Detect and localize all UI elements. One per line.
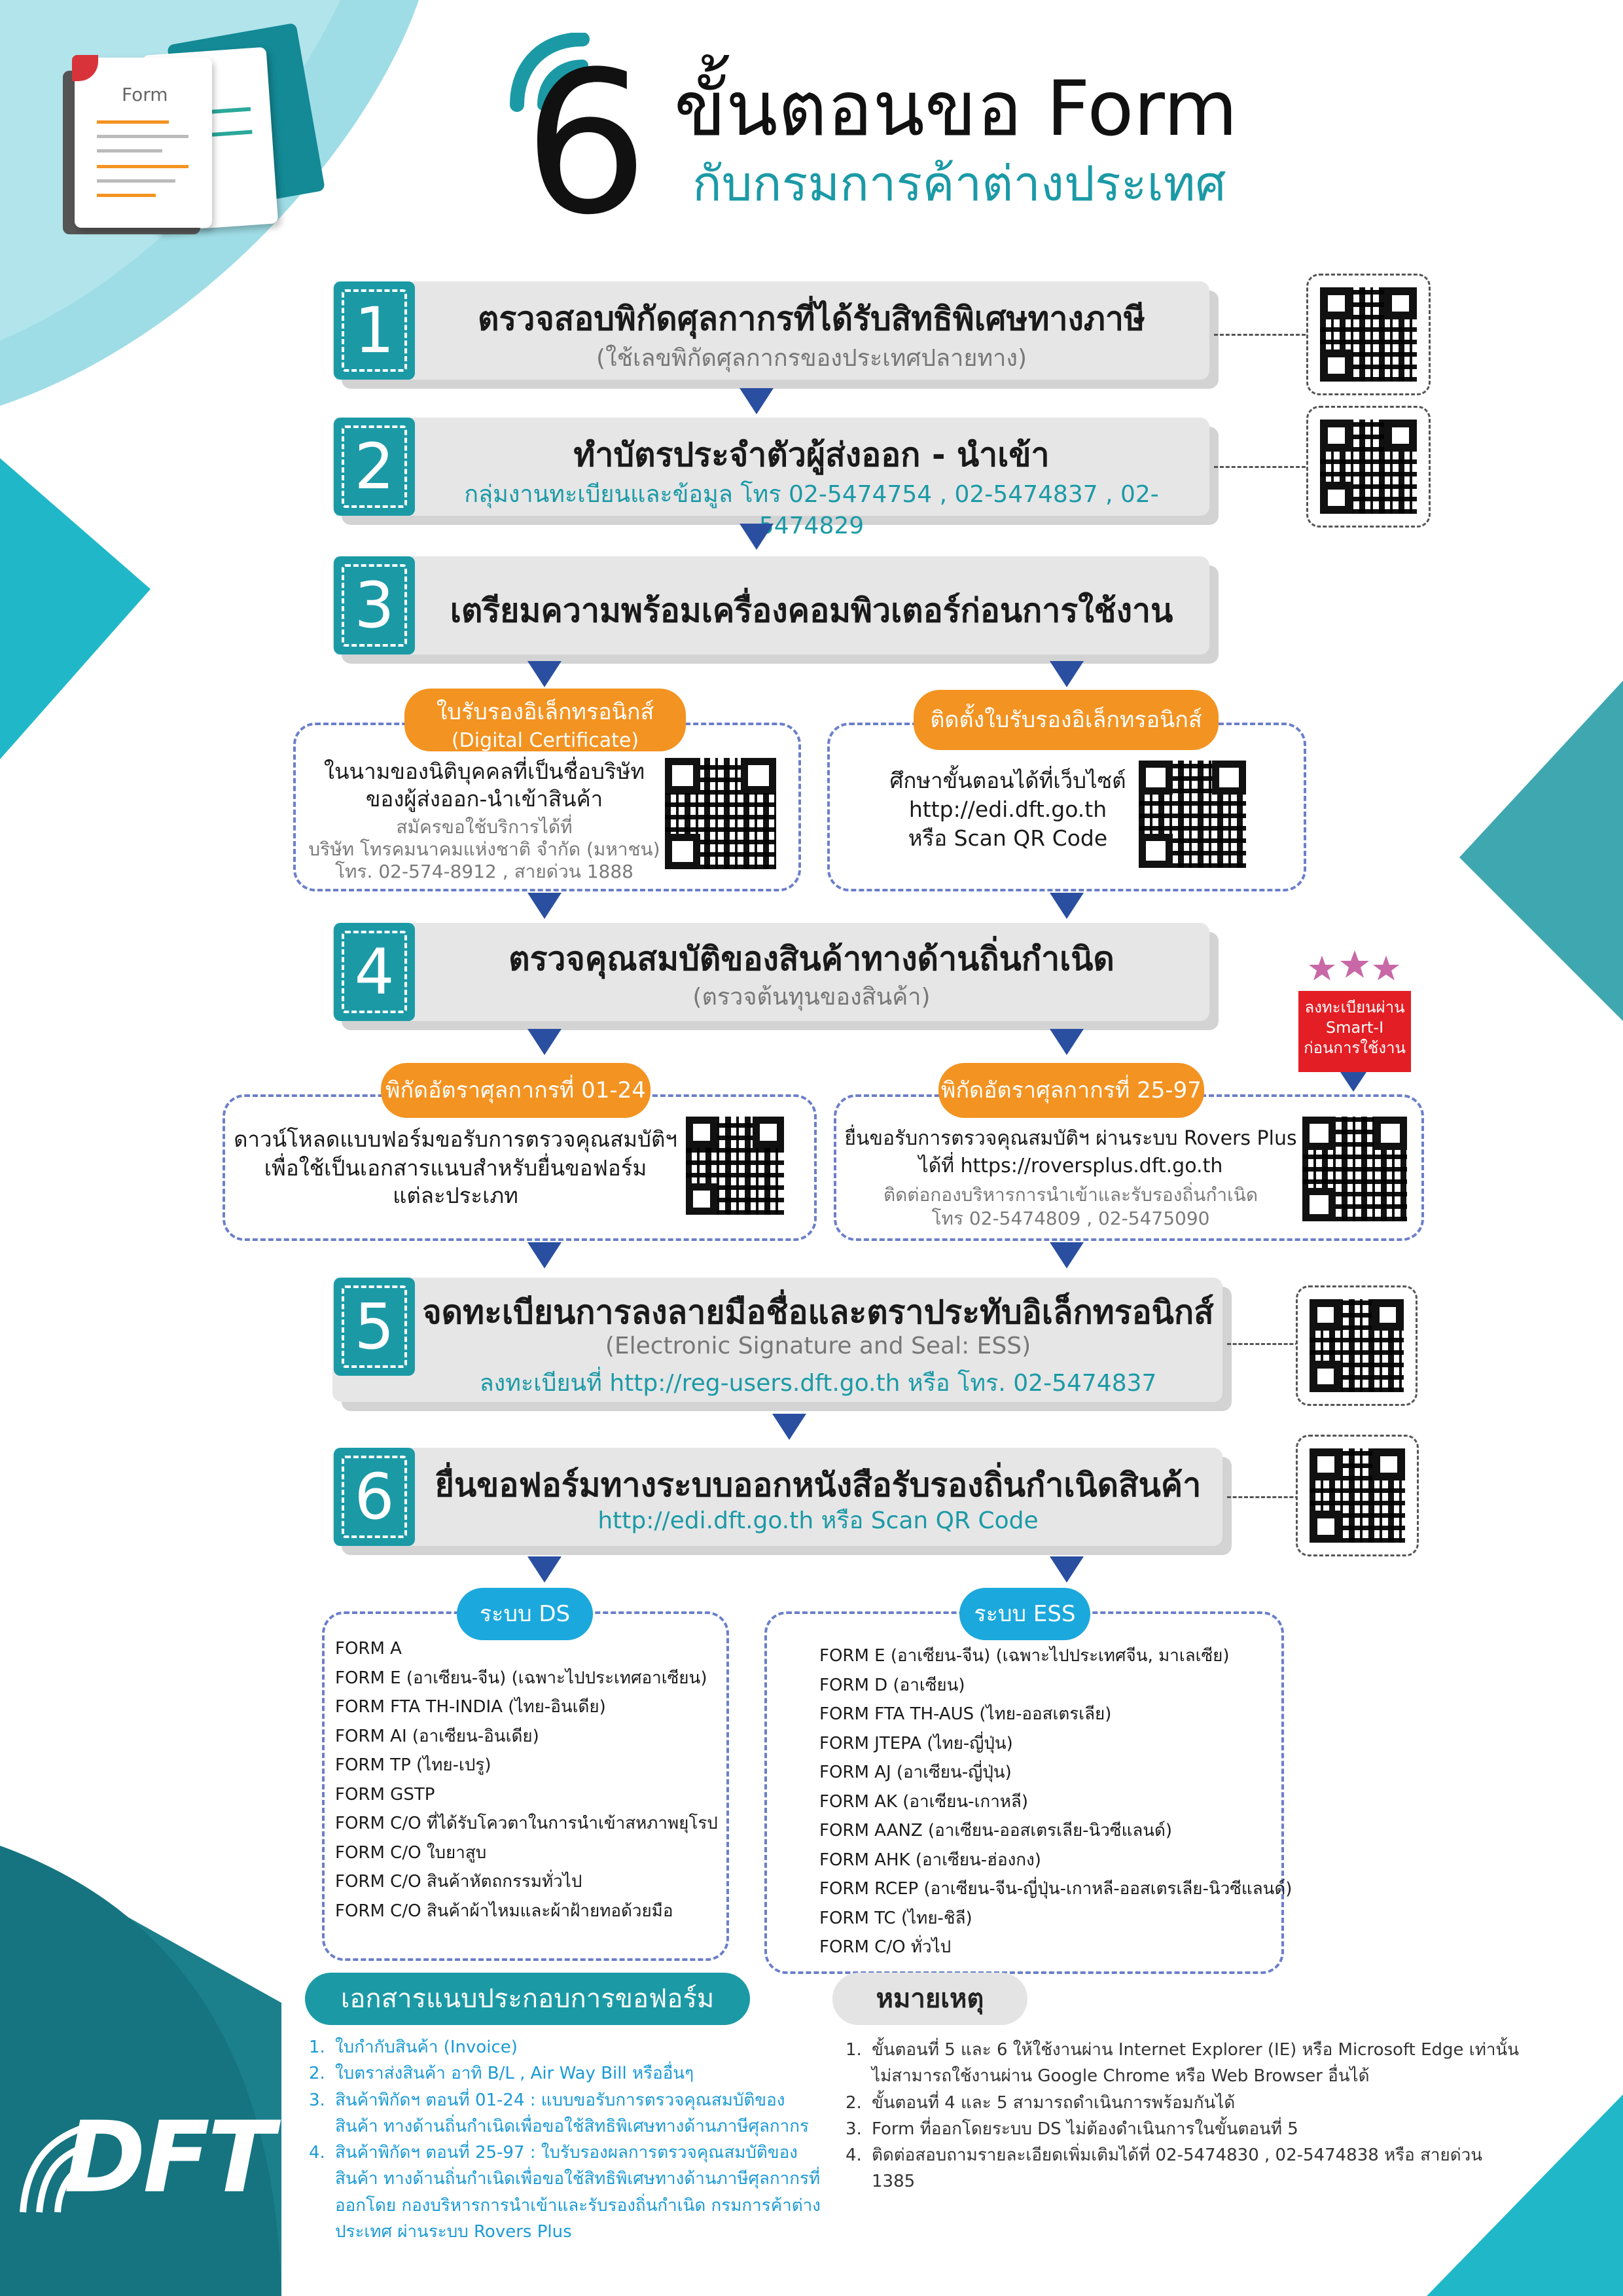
digital-certificate-qr-code[interactable] — [665, 758, 776, 869]
step-5-registration-link[interactable]: ลงทะเบียนที่ http://reg-users.dft.go.th หรือ โทร. 02-5474837 — [479, 1370, 1157, 1397]
list-item: FORM C/O สินค้าหัตถกรรมทั่วไป — [335, 1872, 582, 1892]
step-2-contact: กลุ่มงานทะเบียนและข้อมูล โทร 02-5474754 , 02-5474837 , 02-5474829 — [464, 481, 1159, 539]
step-5-subtitle: (Electronic Signature and Seal: ESS) — [605, 1333, 1031, 1359]
list-item: FORM AK (อาเซียน-เกาหลี) — [819, 1791, 1029, 1812]
step-4-title: ตรวจคุณสมบัติของสินค้าทางด้านถิ่นกำเนิด — [508, 940, 1115, 978]
install-certificate-pill: ติดตั้งใบรับรองอิเล็กทรอนิกส์ — [914, 690, 1219, 750]
tariff-01-24-pill: พิกัดอัตราศุลกากรที่ 01-24 — [381, 1063, 651, 1118]
list-item: FORM C/O ทั่วไป — [819, 1937, 952, 1957]
header-number: 6 — [524, 29, 649, 258]
step-2-title: ทำบัตรประจำตัวผู้ส่งออก - นำเข้า — [573, 436, 1050, 474]
digital-certificate-pill: ใบรับรองอิเล็กทรอนิกส์ (Digital Certificate) — [404, 689, 686, 751]
list-item: FORM AJ (อาเซียน-ญี่ปุ่น) — [819, 1763, 1012, 1782]
list-item: FORM AANZ (อาเซียน-ออสเตรเลีย-นิวซีแลนด์) — [819, 1821, 1173, 1840]
step-1-number: 1 — [334, 281, 415, 380]
step-1-title: ตรวจสอบพิกัดศุลกากรที่ได้รับสิทธิพิเศษทางภาษี — [478, 300, 1145, 338]
step-4-number: 4 — [334, 923, 415, 1021]
step-2-number: 2 — [334, 418, 415, 516]
step-5-number: 5 — [334, 1278, 415, 1376]
step-6-link[interactable]: http://edi.dft.go.th หรือ Scan QR Code — [597, 1507, 1039, 1534]
tariff-25-97-pill: พิกัดอัตราศุลกากรที่ 25-97 — [938, 1063, 1204, 1118]
list-item: FORM C/O ใบยาสูบ — [335, 1842, 487, 1863]
tariff-01-24-qr-code[interactable] — [686, 1117, 784, 1215]
list-item: FORM AHK (อาเซียน-ฮ่องกง) — [819, 1850, 1041, 1870]
list-item: FORM GSTP — [335, 1784, 435, 1804]
ds-form-list — [335, 1634, 718, 1926]
attachments-heading: เอกสารแนบประกอบการขอฟอร์ม — [305, 1973, 750, 2025]
ess-form-list — [819, 1641, 1292, 1962]
step-4-subtitle: (ตรวจต้นทุนของสินค้า) — [692, 984, 931, 1011]
step-1-subtitle: (ใช้เลขพิกัดศุลกากรของประเทศปลายทาง) — [596, 345, 1027, 372]
notes-list — [846, 2037, 1526, 2195]
page-title: ขั้นตอนขอ Form — [674, 65, 1238, 153]
step-3-title: เตรียมความพร้อมเครื่องคอมพิวเตอร์ก่อนการใช้งาน — [450, 592, 1173, 630]
step-2-qr-code[interactable] — [1306, 406, 1431, 528]
step-5-qr-code[interactable] — [1296, 1285, 1418, 1406]
list-item: 1. ใบกำกับสินค้า (Invoice) — [309, 2037, 518, 2057]
form-document-icon: Form — [63, 38, 325, 234]
ess-system-pill: ระบบ ESS — [959, 1588, 1090, 1640]
smart-i-badge: ลงทะเบียนผ่าน Smart-I ก่อนการใช้งาน — [1298, 991, 1411, 1072]
install-certificate-qr-code[interactable] — [1139, 761, 1246, 868]
list-item: FORM E (อาเซียน-จีน) (เฉพาะไปประเทศอาเซียน) — [335, 1668, 707, 1688]
list-item: 3. สินค้าพิกัดฯ ตอนที่ 01-24 : แบบขอรับการตรวจคุณสมบัติของสินค้า ทางด้านถิ่นกำเนิดเพื่อขอใช้สิทธิพิเศษทางด้านภาษีศุลกากร — [309, 2090, 809, 2136]
list-item: 4. ติดต่อสอบถามรายละเอียดเพิ่มเติมได้ที่ 02-5474830 , 02-5474838 หรือ สายด่วน 1385 — [846, 2145, 1483, 2192]
list-item: FORM E (อาเซียน-จีน) (เฉพาะไปประเทศจีน, มาเลเซีย) — [819, 1646, 1230, 1666]
list-item: FORM TC (ไทย-ชิลี) — [819, 1908, 972, 1928]
list-item: FORM C/O สินค้าผ้าไหมและผ้าฝ้ายทอด้วยมือ — [335, 1901, 673, 1921]
list-item: FORM D (อาเซียน) — [819, 1675, 965, 1695]
stars-icon — [1309, 950, 1400, 990]
notes-heading: หมายเหตุ — [832, 1973, 1027, 2025]
list-item: FORM FTA TH-INDIA (ไทย-อินเดีย) — [335, 1697, 606, 1717]
list-item: FORM RCEP (อาเซียน-จีน-ญี่ปุ่น-เกาหลี-ออสเตรเลีย-นิวซีแลนด์) — [819, 1879, 1293, 1899]
step-3-number: 3 — [334, 556, 415, 655]
ds-system-pill: ระบบ DS — [457, 1588, 593, 1640]
step-6-qr-code[interactable] — [1296, 1435, 1419, 1556]
list-item: 2. ขั้นตอนที่ 4 และ 5 สามารถดำเนินการพร้อมกันได้ — [846, 2092, 1236, 2113]
page-subtitle: กับกรมการค้าต่างประเทศ — [692, 156, 1226, 212]
list-item: FORM FTA TH-AUS (ไทย-ออสเตรเลีย) — [819, 1704, 1112, 1724]
attachments-list — [309, 2034, 826, 2245]
step-6-number: 6 — [334, 1448, 415, 1546]
list-item: FORM TP (ไทย-เปรู) — [335, 1755, 491, 1775]
list-item: 4. สินค้าพิกัดฯ ตอนที่ 25-97 : ใบรับรองผลการตรวจคุณสมบัติของสินค้า ทางด้านถิ่นกำเนิดเพื่อขอใช้สิทธิพิเศษทางด้านภาษีศุลกากรที่ออกโดย กองบริหารการนำเข้าและรับรองถิ่นกำเนิด กรมการค้าต่างประเทศ ผ่านระบบ Rovers Plus — [309, 2143, 821, 2242]
step-5-title: จดทะเบียนการลงลายมือชื่อและตราประทับอิเล็กทรอนิกส์ — [422, 1293, 1214, 1331]
list-item: 1. ขั้นตอนที่ 5 และ 6 ให้ใช้งานผ่าน Internet Explorer (IE) หรือ Microsoft Edge เท่านั้น ไม่สามารถใช้งานผ่าน Google Chrome หรือ Web Browser อื่นได้ — [846, 2040, 1519, 2087]
step-1-qr-code[interactable] — [1306, 274, 1431, 395]
list-item: FORM AI (อาเซียน-อินเดีย) — [335, 1726, 539, 1746]
list-item: FORM C/O ที่ได้รับโควตาในการนำเข้าสหภาพยุโรป — [335, 1814, 718, 1833]
step-6-title: ยื่นขอฟอร์มทางระบบออกหนังสือรับรองถิ่นกำเนิดสินค้า — [435, 1466, 1202, 1504]
list-item: 2. ใบตราส่งสินค้า อาทิ B/L , Air Way Bill หรืออื่นๆ — [309, 2064, 694, 2084]
list-item: FORM JTEPA (ไทย-ญี่ปุ่น) — [819, 1733, 1013, 1753]
list-item: 3. Form ที่ออกโดยระบบ DS ไม่ต้องดำเนินการในขั้นตอนที่ 5 — [846, 2119, 1298, 2139]
dft-logo: DFT — [64, 2101, 272, 2215]
list-item: FORM A — [335, 1639, 402, 1659]
tariff-25-97-qr-code[interactable] — [1302, 1117, 1407, 1221]
